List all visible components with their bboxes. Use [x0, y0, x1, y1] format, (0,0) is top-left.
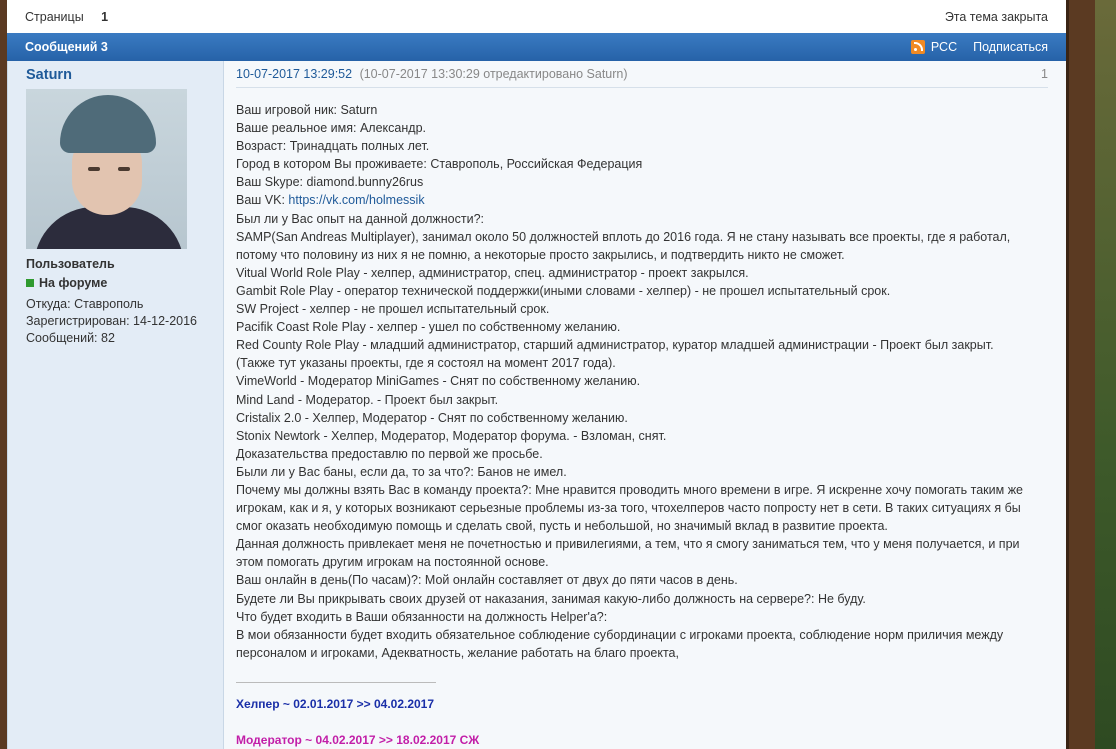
- post-line-vk: [236, 191, 1048, 209]
- post-body: [236, 101, 1048, 662]
- rss-link[interactable]: РСС: [930, 40, 958, 54]
- post-line: SAMP(San Andreas Multiplayer), занимал около 50 должностей вплоть до 2016 года. Я не стану называть все проекты, где я работал, потому что половину из них я не помню, а некоторые просто закрылись, и подтвердить никто не сможет.: [236, 229, 1011, 262]
- post-line: Ваш игровой ник: Saturn: [236, 103, 378, 117]
- post-date-link[interactable]: 10-07-2017 13:29:52: [236, 67, 353, 81]
- rss-icon[interactable]: [911, 40, 925, 54]
- page-number: 1: [101, 9, 109, 24]
- author-role: Пользователь: [26, 257, 115, 271]
- author-meta: [26, 296, 206, 347]
- post-line: (Также тут указаны проекты, где я состоял на момент 2017 года).: [236, 356, 616, 371]
- post-line: Stonix Newtork - Хелпер, Модератор, Модератор форума. - Взломан, снят.: [236, 428, 667, 443]
- post-line: Город в котором Вы проживаете: Ставрополь, Российская Федерация: [236, 157, 643, 172]
- right-decoration: [1066, 0, 1116, 749]
- post-header: [236, 61, 1048, 88]
- post-line: Cristalix 2.0 - Хелпер, Модератор - Снят по собственному желанию.: [236, 410, 628, 425]
- post-line: VimeWorld - Модератор MiniGames - Снят по собственному желанию.: [236, 374, 641, 389]
- left-border: [0, 0, 7, 749]
- post-line: Ваше реальное имя: Александр.: [236, 121, 426, 136]
- post-line: Gambit Role Play - оператор технической поддержки(иными словами - хелпер) - не прошел испытательный срок.: [236, 283, 891, 298]
- author-name[interactable]: Saturn: [26, 67, 72, 83]
- post-line: Был ли у Вас опыт на данной должности?:: [236, 211, 484, 226]
- author-posts: Сообщений: 82: [26, 331, 115, 345]
- pages-label: Страницы: [25, 9, 84, 24]
- online-indicator-icon: [26, 279, 34, 287]
- post-line: Vitual World Role Play - хелпер, администратор, спец. администратор - проект закрылся.: [236, 265, 749, 280]
- signature-helper: Хелпер ~ 02.01.2017 >> 04.02.2017: [236, 696, 435, 711]
- signature-moderator: Модератор ~ 04.02.2017 >> 18.02.2017 СЖ: [236, 732, 480, 747]
- signature-divider: [236, 682, 436, 683]
- topic-header-bar: [7, 33, 1066, 61]
- post-line: Что будет входить в Ваши обязанности на должность Helper'a?:: [236, 609, 608, 624]
- vk-label: Ваш VK:: [236, 193, 289, 208]
- author-status-label: На форуме: [39, 276, 108, 290]
- subscribe-link[interactable]: Подписаться: [973, 40, 1048, 54]
- pagination-bar: [7, 0, 1066, 33]
- post-line: Почему мы должны взять Вас в команду проекта?: Мне нравится проводить много времени в игре. Я искренне хочу помогать таким же игрокам, как и я, у которых возникают серьезные проблемы из-за того, чтохелперов часто попросту нет в сети. В таких ситуациях я бы смог оказать необходимую помощь и сделать свой, пусть и небольшой, но значимый вклад в развитие проекта.: [236, 482, 1024, 534]
- post-line: Будете ли Вы прикрывать своих друзей от наказания, занимая какую-либо должность на сервере?: Не буду.: [236, 591, 866, 606]
- post-line: Были ли у Вас баны, если да, то за что?: Банов не имел.: [236, 464, 567, 479]
- post-line: Pacifik Coast Role Play - хелпер - ушел по собственному желанию.: [236, 320, 621, 335]
- author-status: [26, 276, 223, 290]
- post-line: Red County Role Play - младший администратор, старший администратор, куратор младшей администрации - Проект был закрыт.: [236, 338, 994, 353]
- post: [7, 61, 1066, 749]
- post-content: [224, 61, 1066, 749]
- post-number: 1: [1041, 67, 1048, 81]
- post-line: SW Project - хелпер - не прошел испытательный срок.: [236, 302, 550, 317]
- post-line: Ваш онлайн в день(По часам)?: Мой онлайн составляет от двух до пяти часов в день.: [236, 573, 738, 588]
- post-line: Ваш Skype: diamond.bunny26rus: [236, 175, 424, 190]
- forum-board: [7, 0, 1066, 749]
- topic-closed-text: Эта тема закрыта: [944, 9, 1048, 24]
- posts-count: Сообщений 3: [25, 40, 108, 54]
- post-line: Данная должность привлекает меня не почетностью и привилегиями, а тем, что я смогу заниматься тем, что у меня получается, и при этом помогать другим игрокам на постоянной основе.: [236, 537, 1020, 570]
- vk-link[interactable]: https://vk.com/holmessik: [288, 193, 425, 208]
- avatar: [26, 89, 187, 249]
- post-line: В мои обязанности будет входить обязательное соблюдение субординации с игроками проекта, соблюдение норм приличия между персоналом и игроками, Адекватность, желание работать на благо проекта,: [236, 627, 1004, 660]
- author-location: Откуда: Ставрополь: [26, 297, 144, 311]
- post-line: Доказательства предоставлю по первой же просьбе.: [236, 446, 543, 461]
- pages-indicator: [25, 10, 108, 24]
- post-edited-note: (10-07-2017 13:30:29 отредактировано Saturn): [359, 67, 628, 81]
- author-registered: Зарегистрирован: 14-12-2016: [26, 314, 198, 328]
- post-line: Возраст: Тринадцать полных лет.: [236, 139, 430, 154]
- post-line: Mind Land - Модератор. - Проект был закрыт.: [236, 392, 499, 407]
- topic-links: [911, 40, 1048, 54]
- post-author-panel: [8, 61, 224, 749]
